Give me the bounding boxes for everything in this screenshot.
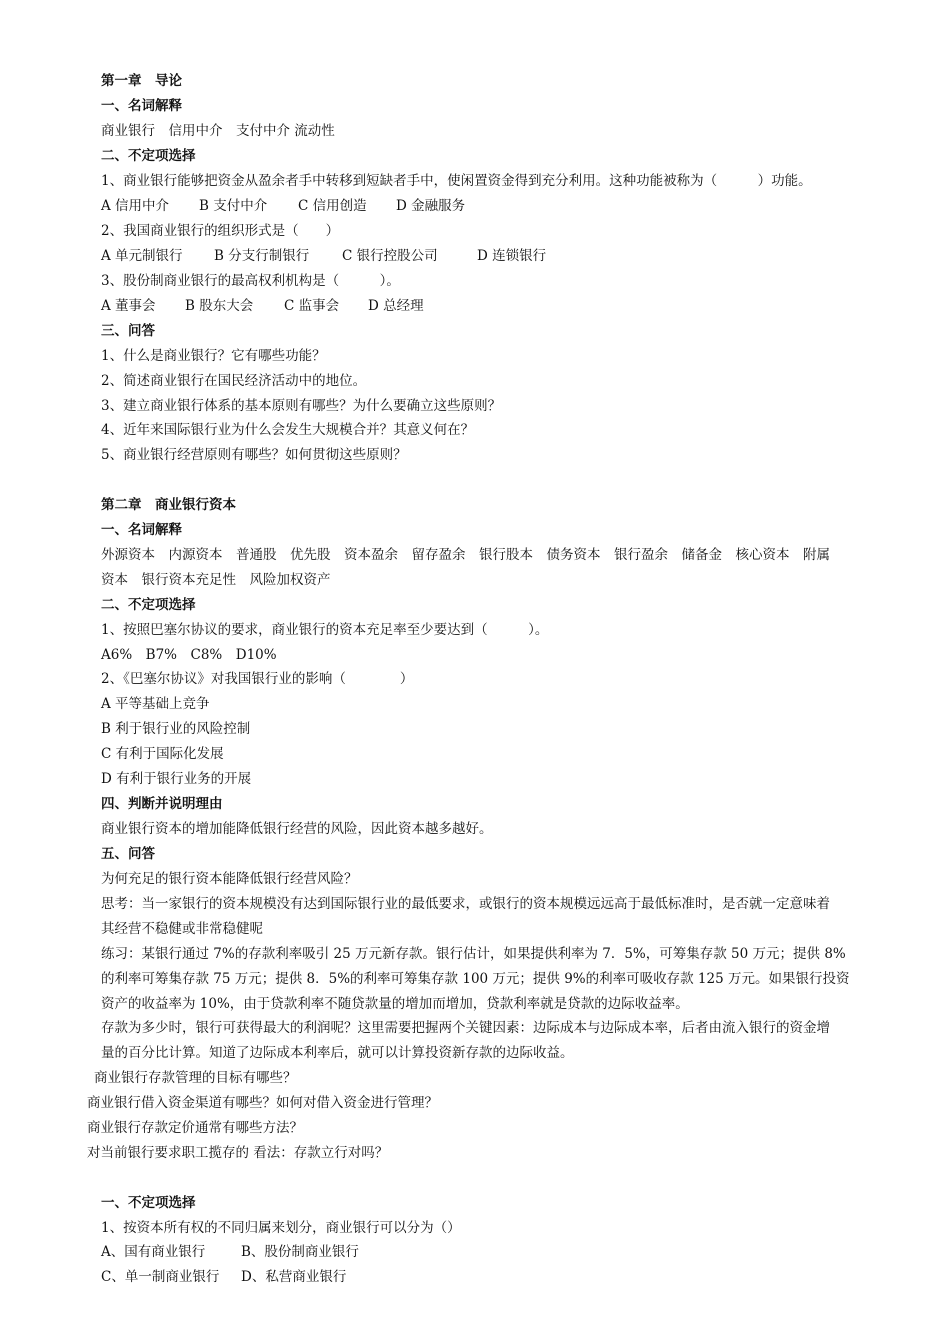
ch1-qa-5: 5、商业银行经营原则有哪些？如何贯彻这些原则？ <box>101 447 407 463</box>
option: D 总经理 <box>368 298 424 314</box>
option: A、国有商业银行 <box>101 1244 206 1260</box>
ch2-extra-question-4: 对当前银行要求职工揽存的 看法：存款立行对吗？ <box>87 1145 389 1161</box>
ch2-question-2-option-c: C 有利于国际化发展 <box>101 746 224 762</box>
ch2-judge-statement: 商业银行资本的增加能降低银行经营的风险，因此资本越多越好。 <box>101 821 493 837</box>
ch2-question-2-option-a: A 平等基础上竞争 <box>101 696 210 712</box>
option: C 信用创造 <box>298 198 367 214</box>
ch2-exercise-line-2: 的利率可筹集存款 75 万元；提供 8．5%的利率可筹集存款 100 万元；提供 9%的利率可吸收存款 125 万元。如果银行投资 <box>101 971 850 987</box>
ch2-question-2-option-b: B 利于银行业的风险控制 <box>101 721 251 737</box>
option: D 连锁银行 <box>477 248 547 264</box>
chapter-2-title: 第二章 商业银行资本 <box>101 497 236 513</box>
ch2-extra-question-1: 商业银行存款管理的目标有哪些？ <box>94 1070 297 1086</box>
ch3-question-1-options-line-1 <box>101 1243 359 1261</box>
ch2-section-choice-heading: 二、不定项选择 <box>101 597 196 613</box>
ch2-extra-question-3: 商业银行存款定价通常有哪些方法？ <box>87 1120 303 1136</box>
ch2-exercise-line-1: 练习：某银行通过 7%的存款利率吸引 25 万元新存款。银行估计，如果提供利率为 7．5%，可筹集存款 50 万元；提供 8% <box>101 946 846 962</box>
ch2-exercise-line-5: 量的百分比计算。知道了边际成本利率后，就可以计算投资新存款的边际收益。 <box>101 1045 574 1061</box>
ch2-exercise-line-3: 资产的收益率为 10%，由于贷款利率不随贷款量的增加而增加，贷款利率就是贷款的边际收益率。 <box>101 996 689 1012</box>
option: B、股份制商业银行 <box>241 1244 359 1260</box>
ch3-question-1: 1、按资本所有权的不同归属来划分，商业银行可以分为（） <box>101 1220 461 1236</box>
option: C 银行控股公司 <box>342 248 438 264</box>
ch1-question-1: 1、商业银行能够把资金从盈余者手中转移到短缺者手中，使闲置资金得到充分利用。这种功能被称为（ ）功能。 <box>101 173 812 189</box>
ch2-terms-line-1: 外源资本 内源资本 普通股 优先股 资本盈余 留存盈余 银行股本 债务资本 银行盈余 储备金 核心资本 附属 <box>101 547 830 563</box>
chapter-1-title: 第一章 导论 <box>101 73 182 89</box>
ch2-exercise-line-4: 存款为多少时，银行可获得最大的利润呢？这里需要把握两个关键因素：边际成本与边际成本率，后者由流入银行的资金增 <box>101 1020 830 1036</box>
ch2-question-1-options: A6% B7% C8% D10% <box>101 647 277 663</box>
ch2-extra-question-2: 商业银行借入资金渠道有哪些？如何对借入资金进行管理？ <box>87 1095 438 1111</box>
ch2-section-terms-heading: 一、名词解释 <box>101 522 182 538</box>
option: C 监事会 <box>284 298 340 314</box>
ch1-question-3-options <box>101 297 424 315</box>
ch2-section-qa-heading: 五、问答 <box>101 846 155 862</box>
ch2-think-line-2: 其经营不稳健或非常稳健呢 <box>101 921 263 937</box>
option: B 支付中介 <box>199 198 268 214</box>
option: B 分支行制银行 <box>214 248 310 264</box>
option: A 信用中介 <box>101 198 170 214</box>
option: A 单元制银行 <box>101 248 183 264</box>
ch2-terms-line-2: 资本 银行资本充足性 风险加权资产 <box>101 572 331 588</box>
ch1-qa-3: 3、建立商业银行体系的基本原则有哪些？为什么要确立这些原则？ <box>101 398 502 414</box>
ch1-question-1-options <box>101 197 465 215</box>
ch2-question-2: 2、《巴塞尔协议》对我国银行业的影响（ ） <box>101 671 414 687</box>
ch1-qa-1: 1、什么是商业银行？它有哪些功能？ <box>101 348 326 364</box>
ch1-section-choice-heading: 二、不定项选择 <box>101 148 196 164</box>
ch2-section-judge-heading: 四、判断并说明理由 <box>101 796 223 812</box>
ch1-section-qa-heading: 三、问答 <box>101 323 155 339</box>
ch3-question-1-options-line-2 <box>101 1268 346 1286</box>
ch2-question-1: 1、按照巴塞尔协议的要求，商业银行的资本充足率至少要达到（ ）。 <box>101 622 549 638</box>
ch1-question-2-options <box>101 247 546 265</box>
option: D、私营商业银行 <box>241 1269 347 1285</box>
ch3-section-choice-heading: 一、不定项选择 <box>101 1195 196 1211</box>
ch2-think-line-1: 思考：当一家银行的资本规模没有达到国际银行业的最低要求，或银行的资本规模远远高于最低标准时，是否就一定意味着 <box>101 896 830 912</box>
ch1-question-2: 2、我国商业银行的组织形式是（ ） <box>101 223 340 239</box>
ch1-question-3: 3、股份制商业银行的最高权利机构是（ ）。 <box>101 273 400 289</box>
option: A 董事会 <box>101 298 156 314</box>
option: D 金融服务 <box>396 198 466 214</box>
ch1-section-terms-heading: 一、名词解释 <box>101 98 182 114</box>
ch1-terms: 商业银行 信用中介 支付中介 流动性 <box>101 123 335 139</box>
ch1-qa-2: 2、简述商业银行在国民经济活动中的地位。 <box>101 373 367 389</box>
ch2-qa-1: 为何充足的银行资本能降低银行经营风险？ <box>101 871 358 887</box>
option: B 股东大会 <box>185 298 254 314</box>
ch2-question-2-option-d: D 有利于银行业务的开展 <box>101 771 252 787</box>
option: C、单一制商业银行 <box>101 1269 220 1285</box>
ch1-qa-4: 4、近年来国际银行业为什么会发生大规模合并？其意义何在？ <box>101 422 475 438</box>
